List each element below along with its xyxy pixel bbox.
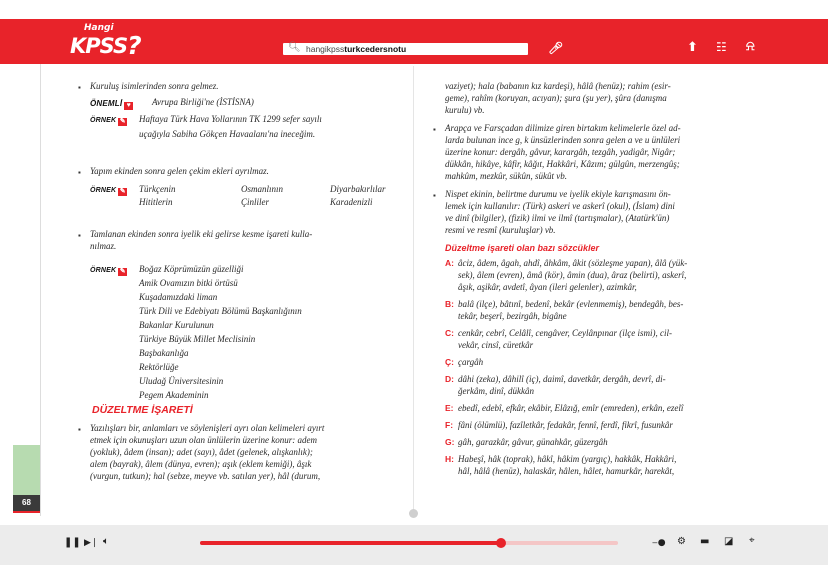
paragraph-line: geme), rahîm (koruyan, acıyan); şura (şu yer), şûra (danışma (445, 93, 667, 103)
letter-label: F: (445, 420, 454, 430)
rule-text: nılmaz. (90, 241, 117, 251)
list-item: Pegem Akademinin (139, 390, 209, 400)
rule-text: Tamlanan ekinden sonra iyelik eki gelirse kesme işareti kulla- (90, 229, 313, 239)
pause-icon[interactable]: ❚❚ (64, 537, 81, 548)
settings-gear-icon[interactable]: ⚙︎ (677, 536, 686, 547)
pencil-icon: ✎ (119, 118, 126, 125)
list-item: Boğaz Köprümüzün güzelliği (139, 264, 244, 274)
next-icon[interactable]: ▶❘ (84, 538, 99, 548)
paragraph-line: Yazılışları bir, anlamları ve söylenişleri ayrı olan kelimeleri ayırt (90, 423, 325, 433)
ornek-label: ÖRNEK ✎ (90, 187, 126, 195)
word-list-line: çargâh (458, 357, 484, 367)
letter-label: C: (445, 328, 454, 338)
list-item: Uludağ Üniversitesinin (139, 376, 224, 386)
search-bar[interactable] (283, 43, 528, 55)
ornek-label: ÖRNEK ✎ (90, 117, 126, 125)
fullscreen-icon[interactable]: ⌖ (749, 535, 755, 546)
list-item: Amik Ovamızın bitki örtüsü (139, 278, 238, 288)
list-item: Bakanlar Kurulunun (139, 320, 214, 330)
paragraph-line: etmek için okunuşları uzun olan ünlülerin üzerine konur: adem (90, 435, 317, 445)
word-list-line: Habeşî, hâk (toprak), hâkî, hâkim (yargıç), hakkâk, Hakkâri, (458, 454, 677, 464)
paragraph-line: (yokluk), âdem (insan); adet (sayı), âdet (gelenek, alışkanlık); (90, 447, 313, 457)
word-list-line: tekâr, beşerî, bezirgâh, bigâne (458, 311, 567, 321)
word-list-line: ebedî, edebî, efkâr, ekâbir, Elâzığ, emîr (emreden), erkân, ezelî (458, 403, 684, 413)
heart-icon: ♥ (124, 102, 133, 110)
list-item: Türkiye Büyük Millet Meclisinin (139, 334, 256, 344)
example-word: Çinliler (241, 197, 270, 207)
example-word: Osmanlının (241, 184, 284, 194)
upload-icon[interactable]: ⬆︎ (687, 40, 698, 55)
word-list-line: gâh, garazkâr, gâvur, günahkâr, güzergâh (458, 437, 608, 447)
word-list-line: sek), âlem (evren), âmâ (kör), âmin (dua), âraz (belirti), askerî, (458, 270, 687, 280)
paragraph-line: dükkân, hikâye, kâfir, kâğıt, Hakkâri, Kâzım; gülgûn, merzengûş; (445, 159, 680, 169)
letter-label: D: (445, 374, 454, 384)
letter-label: B: (445, 299, 454, 309)
word-list-line: fâni (ölümlü), fazîletkâr, fedakâr, fennî, ferdî, fikrî, fusunkâr (458, 420, 673, 430)
example-text: uçağıyla Sabiha Gökçen Havaalanı'na ineceğim. (139, 129, 316, 139)
note-text: Avrupa Birliği'ne (İSTİSNA) (152, 97, 254, 107)
ornek-label: ÖRNEK ✎ (90, 267, 126, 275)
example-word: Diyarbakırlılar (330, 184, 386, 194)
volume-icon[interactable]: 🔈︎ (103, 536, 109, 547)
search-input[interactable]: hangikpssturkcedersnotu (306, 44, 407, 54)
paragraph-line: ve dinî (bilgiler), (fizik) ilmi ve ilmî (tartışmalar), (Atatürk'ün) (445, 213, 670, 223)
paragraph-line: kurulu) vb. (445, 105, 485, 115)
paragraph-line: mahkûm, mezkûr, sükûn, sükût vb. (445, 171, 567, 181)
progress-bar[interactable] (200, 541, 618, 545)
example-word: Türkçenin (139, 184, 176, 194)
paragraph-line: larda bulunan ince g, k ünsüzlerinden sonra gelen a ve u ünlüleri (445, 135, 681, 145)
letter-label: E: (445, 403, 454, 413)
rule-text: Yapım ekinden sonra gelen çekim ekleri ayrılmaz. (90, 166, 269, 176)
autoplay-toggle-icon[interactable]: ‒● (652, 538, 666, 548)
paragraph-line: Nispet ekinin, belirtme durumu ve iyelik ekiyle karışmasını ön- (445, 189, 671, 199)
subtitles-icon[interactable]: ▬ (700, 536, 710, 547)
paragraph-line: alem (bayrak), âlem (dünya, evren); aşık (eklem kemiği), âşık (90, 459, 312, 469)
word-list-line: ğerkâm, dinî, dükkân (458, 386, 534, 396)
bullet: ▪ (433, 191, 436, 200)
list-item: Kuşadamızdaki liman (139, 292, 218, 302)
paragraph-line: resmi ve resmî (kuruluşlar) vb. (445, 225, 556, 235)
paragraph-line: (vurgun, tutkun); hal (sebze, meyve vb. satılan yer), hâl (durum, (90, 471, 321, 481)
example-text: Haftaya Türk Hava Yollarının TK 1299 sefer sayılı (139, 114, 322, 124)
word-list-line: dâhi (zeka), dâhilî (iç), daimî, davetkâr, dergâh, devrî, di- (458, 374, 666, 384)
bullet: ▪ (78, 425, 81, 434)
list-item: Başbakanlığa (139, 348, 189, 358)
apps-grid-icon[interactable]: ☷ (716, 40, 727, 54)
word-list-line: vekâr, cinsî, cüretkâr (458, 340, 534, 350)
list-item: Rektörlüğe (139, 362, 179, 372)
bullet: ▪ (78, 231, 81, 240)
page-number-underline (13, 511, 40, 513)
list-item: Türk Dili ve Edebiyatı Bölümü Başkanlığının (139, 306, 302, 316)
logo-big-text: KPSS? (70, 31, 141, 60)
letter-label: A: (445, 258, 454, 268)
section-heading: DÜZELTME İŞARETİ (92, 404, 193, 416)
bullet: ▪ (78, 83, 81, 92)
column-divider (413, 66, 414, 511)
letter-label: G: (445, 437, 455, 447)
microphone-icon[interactable]: 🎤︎ (548, 41, 564, 55)
word-list-line: âşık, aşikâr, avdetî, âyan (ileri gelenler), azimkâr, (458, 282, 637, 292)
word-list-line: âciz, âdem, âgah, ahdî, âhkâm, âkit (sözleşme yapan), âlâ (yük- (458, 258, 688, 268)
page-scroll-dot[interactable] (409, 509, 418, 518)
letter-label: H: (445, 454, 454, 464)
subsection-heading: Düzeltme işareti olan bazı sözcükler (445, 243, 600, 253)
page-tab-marker (13, 445, 40, 495)
miniplayer-icon[interactable]: ◪ (724, 536, 734, 547)
bullet: ▪ (78, 168, 81, 177)
progress-fill (200, 541, 501, 545)
paragraph-line: Arapça ve Farsçadan dilimize giren birtakım kelimelerle özel ad- (445, 123, 681, 133)
pencil-icon: ✎ (119, 188, 126, 195)
paragraph-line: lemek için kullanılır: (Türk) askeri ve askerî (okul), (İslam) dini (445, 201, 675, 211)
bullet: ▪ (433, 125, 436, 134)
search-icon[interactable]: 🔍︎ (288, 42, 301, 53)
progress-handle[interactable] (496, 538, 506, 548)
paragraph-line: vaziyet); hala (babanın kız kardeşi), hâlâ (henüz); rahim (esir- (445, 81, 671, 91)
word-list-line: balâ (ilçe), bâtınî, bedenî, bekâr (evlenmemiş), bendegâh, bes- (458, 299, 684, 309)
paragraph-line: üzerine konur: dergâh, gâvur, karargâh, tezgâh, yadigâr, Nigâr; (445, 147, 676, 157)
word-list-line: cenkâr, cebrî, Celâlî, cengâver, Ceylânpınar (ilçe ismi), cil- (458, 328, 672, 338)
example-word: Hititlerin (139, 197, 173, 207)
letter-label: Ç: (445, 357, 454, 367)
page-number: 68 (13, 495, 40, 511)
rule-text: Kuruluş isimlerinden sonra gelmez. (90, 81, 219, 91)
pencil-icon: ✎ (119, 268, 126, 275)
word-list-line: hâl, hâlâ (henüz), halaskâr, hâlen, hâlet, hamurkâr, harekât, (458, 466, 675, 476)
notification-bell-icon[interactable]: ⍾ (746, 39, 755, 54)
example-word: Karadenizli (330, 197, 373, 207)
onemli-label: ÖNEMLİ ♥ (90, 98, 133, 110)
logo-small-text: Hangi (84, 23, 114, 33)
